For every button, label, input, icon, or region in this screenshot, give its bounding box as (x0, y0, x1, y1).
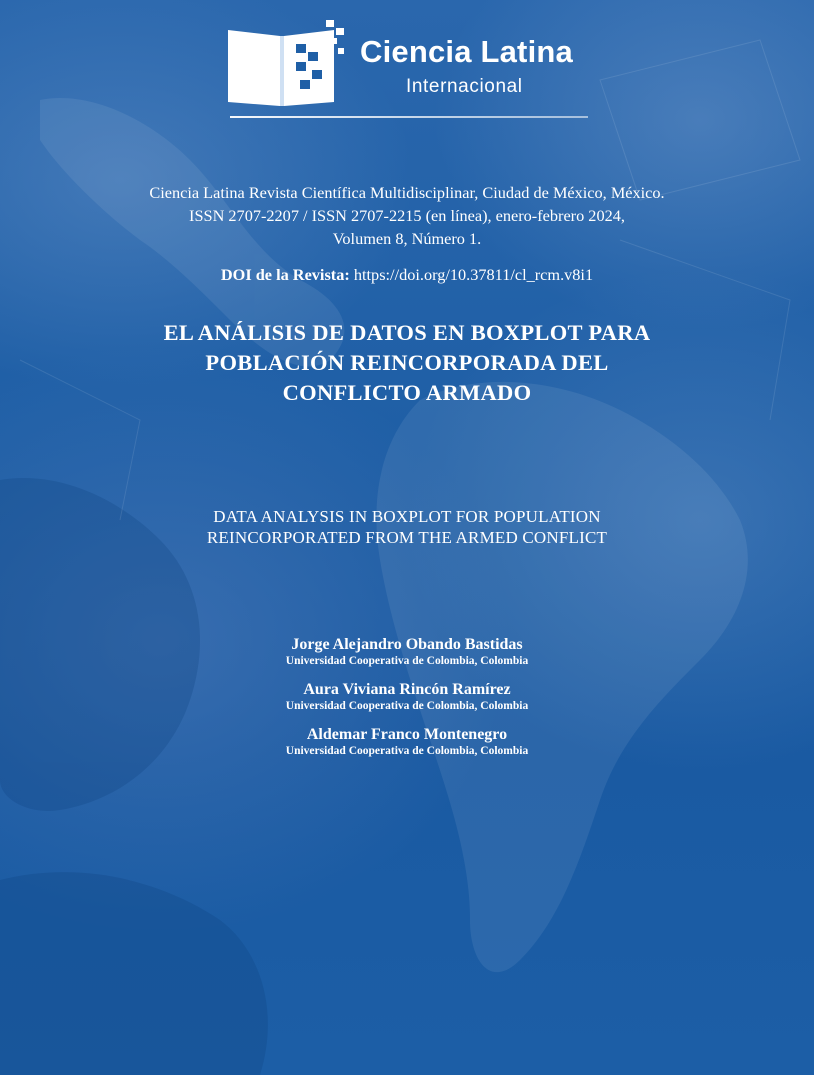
title-spanish-line: EL ANÁLISIS DE DATOS EN BOXPLOT PARA (163, 320, 651, 345)
author-affiliation: Universidad Cooperativa de Colombia, Colombia (285, 745, 529, 757)
logo-subtitle: Internacional (406, 76, 523, 97)
logo-title: Ciencia Latina (360, 34, 573, 69)
title-spanish-line: POBLACIÓN REINCORPORADA DEL (205, 350, 609, 375)
title-english-line: REINCORPORATED FROM THE ARMED CONFLICT (206, 528, 608, 547)
journal-doi (40, 265, 774, 285)
journal-info (40, 181, 774, 250)
journal-info-line: ISSN 2707-2207 / ISSN 2707-2215 (en línea), enero-febrero 2024, (189, 206, 625, 225)
author-entry (40, 635, 774, 668)
logo-divider (230, 116, 588, 118)
author-entry (40, 725, 774, 758)
author-name: Aura Viviana Rincón Ramírez (303, 681, 511, 698)
author-affiliation: Universidad Cooperativa de Colombia, Colombia (285, 700, 529, 712)
author-list (40, 635, 774, 770)
logo (226, 20, 596, 122)
title-spanish (40, 318, 774, 408)
title-english-line: DATA ANALYSIS IN BOXPLOT FOR POPULATION (213, 507, 601, 526)
doi-label: DOI de la Revista: (220, 265, 350, 284)
author-entry (40, 680, 774, 713)
author-affiliation: Universidad Cooperativa de Colombia, Colombia (285, 655, 529, 667)
author-name: Aldemar Franco Montenegro (306, 726, 508, 743)
open-book-icon (226, 20, 346, 112)
journal-info-line: Volumen 8, Número 1. (332, 229, 482, 248)
title-english (40, 506, 774, 548)
journal-info-line: Ciencia Latina Revista Científica Multidisciplinar, Ciudad de México, México. (149, 183, 665, 202)
doi-link[interactable]: https://doi.org/10.37811/cl_rcm.v8i1 (353, 265, 594, 284)
author-name: Jorge Alejandro Obando Bastidas (291, 636, 523, 653)
title-spanish-line: CONFLICTO ARMADO (282, 380, 532, 405)
